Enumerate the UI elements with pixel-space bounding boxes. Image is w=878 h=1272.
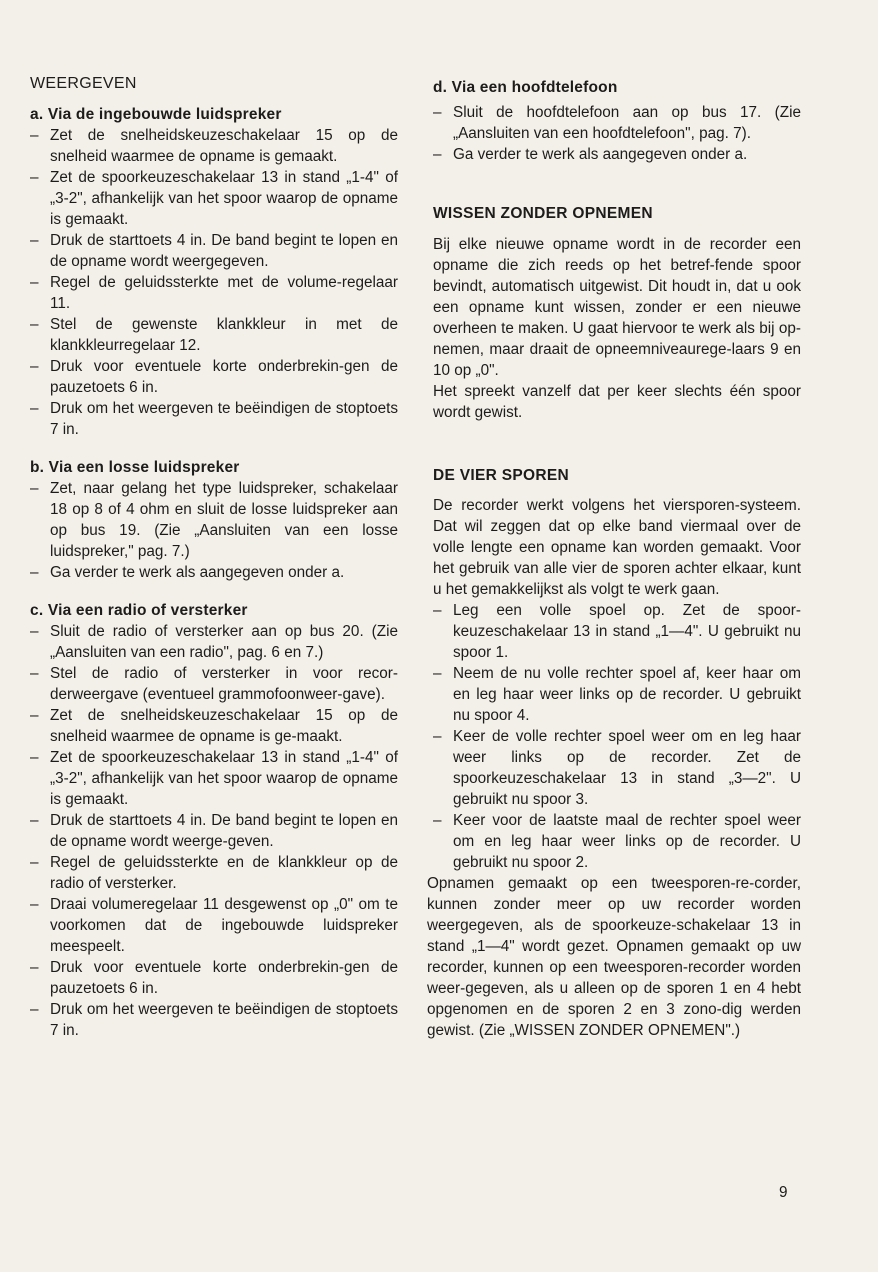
list-item: – Zet, naar gelang het type luidspreker, schakelaar 18 op 8 of 4 ohm en sluit de losse luidspreker aan op bus 19. (Zie „Aansluiten van een losse luidspreker," pag. 7.): [30, 478, 398, 562]
list-item: – Zet de spoorkeuzeschakelaar 13 in stand „1-4" of „3-2", afhankelijk van het spoor waarop de opname is gemaakt.: [30, 167, 398, 230]
list-item: – Ga verder te werk als aangegeven onder a.: [30, 562, 398, 583]
list-item: – Druk de starttoets 4 in. De band begint te lopen en de opname wordt weergegeven.: [30, 230, 398, 272]
page-number: 9: [779, 1184, 788, 1201]
list-item: – Druk voor eventuele korte onderbrekin-gen de pauzetoets 6 in.: [30, 957, 398, 999]
list-item: – Stel de radio of versterker in voor recor-derweergave (eventueel grammofoonweer-gave).: [30, 663, 398, 705]
sporen-outro: Opnamen gemaakt op een tweesporen-re-corder, kunnen zonder meer op uw recorder worden weergegeven, als de spoorkeuze-schakelaar 13 in stand „1—4" wordt gezet. Opnamen gemaakt op uw recorder, kunnen op een tweesporen-recorder worden weer-gegeven, als u alleen op de sporen 1 en 4 hebt opgenomen en de sporen 2 en 3 zono-dig werden gewist. (Zie „WISSEN ZONDER OPNEMEN".): [427, 875, 801, 1039]
list-item: – Zet de spoorkeuzeschakelaar 13 in stand „1-4" of „3-2", afhankelijk van het spoor waarop de opname is gemaakt.: [30, 747, 398, 810]
list-item: – Druk voor eventuele korte onderbrekin-gen de pauzetoets 6 in.: [30, 356, 398, 398]
list-item: – Druk om het weergeven te beëindigen de stoptoets 7 in.: [30, 999, 398, 1041]
list-item: – Keer de volle rechter spoel weer om en leg haar weer links op de recorder. Zet de spoorkeuzeschakelaar 13 in stand „3—2". U gebruikt nu spoor 3.: [433, 726, 801, 810]
list-item: – Leg een volle spoel op. Zet de spoor-keuzeschakelaar 13 in stand „1—4". U gebruikt nu spoor 1.: [433, 600, 801, 663]
list-a: [30, 125, 398, 440]
section-heading-weergeven: WEERGEVEN: [30, 75, 137, 92]
list-item: – Sluit de radio of versterker aan op bus 20. (Zie „Aansluiten van een radio", pag. 6 en 7.): [30, 621, 398, 663]
list-item: – Ga verder te werk als aangegeven onder a.: [433, 144, 801, 165]
subsection-title-c: c. Via een radio of versterker: [30, 602, 248, 619]
list-item: – Sluit de hoofdtelefoon aan op bus 17. (Zie „Aansluiten van een hoofdtelefoon", pag. 7).: [433, 102, 801, 144]
subsection-title-a: a. Via de ingebouwde luidspreker: [30, 106, 282, 123]
list-item: – Regel de geluidssterkte met de volume-regelaar 11.: [30, 272, 398, 314]
section-heading-sporen: DE VIER SPOREN: [433, 467, 569, 484]
list-d: [433, 102, 801, 165]
list-item: – Stel de gewenste klankkleur in met de klankkleurregelaar 12.: [30, 314, 398, 356]
subsection-title-b: b. Via een losse luidspreker: [30, 459, 240, 476]
right-column: [427, 0, 801, 1041]
wissen-paragraph-2: Het spreekt vanzelf dat per keer slechts één spoor wordt gewist.: [433, 383, 801, 421]
wissen-paragraph-1: Bij elke nieuwe opname wordt in de recorder een opname die zich reeds op het betref-fende spoor bevindt, automatisch uitgewist. Dit houdt in, dat u ook een opname kunt wissen, zonder er een nieuwe overheen te maken. U gaat hiervoor te werk als bij op-nemen, maar draait de opneemniveaurege-laars 9 en 10 op „0".: [433, 236, 801, 379]
subsection-title-d: d. Via een hoofdtelefoon: [433, 79, 618, 96]
list-item: – Zet de snelheidskeuzeschakelaar 15 op de snelheid waarmee de opname is gemaakt.: [30, 125, 398, 167]
list-c: [30, 621, 398, 1041]
list-item: – Druk om het weergeven te beëindigen de stoptoets 7 in.: [30, 398, 398, 440]
list-item: – Druk de starttoets 4 in. De band begint te lopen en de opname wordt weerge-geven.: [30, 810, 398, 852]
list-sporen: [433, 600, 801, 873]
list-item: – Zet de snelheidskeuzeschakelaar 15 op de snelheid waarmee de opname is ge-maakt.: [30, 705, 398, 747]
list-item: – Keer voor de laatste maal de rechter spoel weer om en leg haar weer links op de recorder. U gebruikt nu spoor 2.: [433, 810, 801, 873]
sporen-intro: De recorder werkt volgens het viersporen-systeem. Dat wil zeggen dat op elke band viermaal over de volle lengte een opname kan worden gemaakt. Voor het gebruik van alle vier de sporen achter elkaar, kunt u het gemakkelijkst als volgt te werk gaan.: [433, 497, 801, 598]
list-item: – Regel de geluidssterkte en de klankkleur op de radio of versterker.: [30, 852, 398, 894]
list-item: – Draai volumeregelaar 11 desgewenst op „0" om te voorkomen dat de ingebouwde luidspreker meespeelt.: [30, 894, 398, 957]
section-heading-wissen: WISSEN ZONDER OPNEMEN: [433, 205, 653, 222]
left-column: [30, 0, 398, 1041]
list-b: [30, 478, 398, 583]
list-item: – Neem de nu volle rechter spoel af, keer haar om en leg haar weer links op de recorder. U gebruikt nu spoor 4.: [433, 663, 801, 726]
